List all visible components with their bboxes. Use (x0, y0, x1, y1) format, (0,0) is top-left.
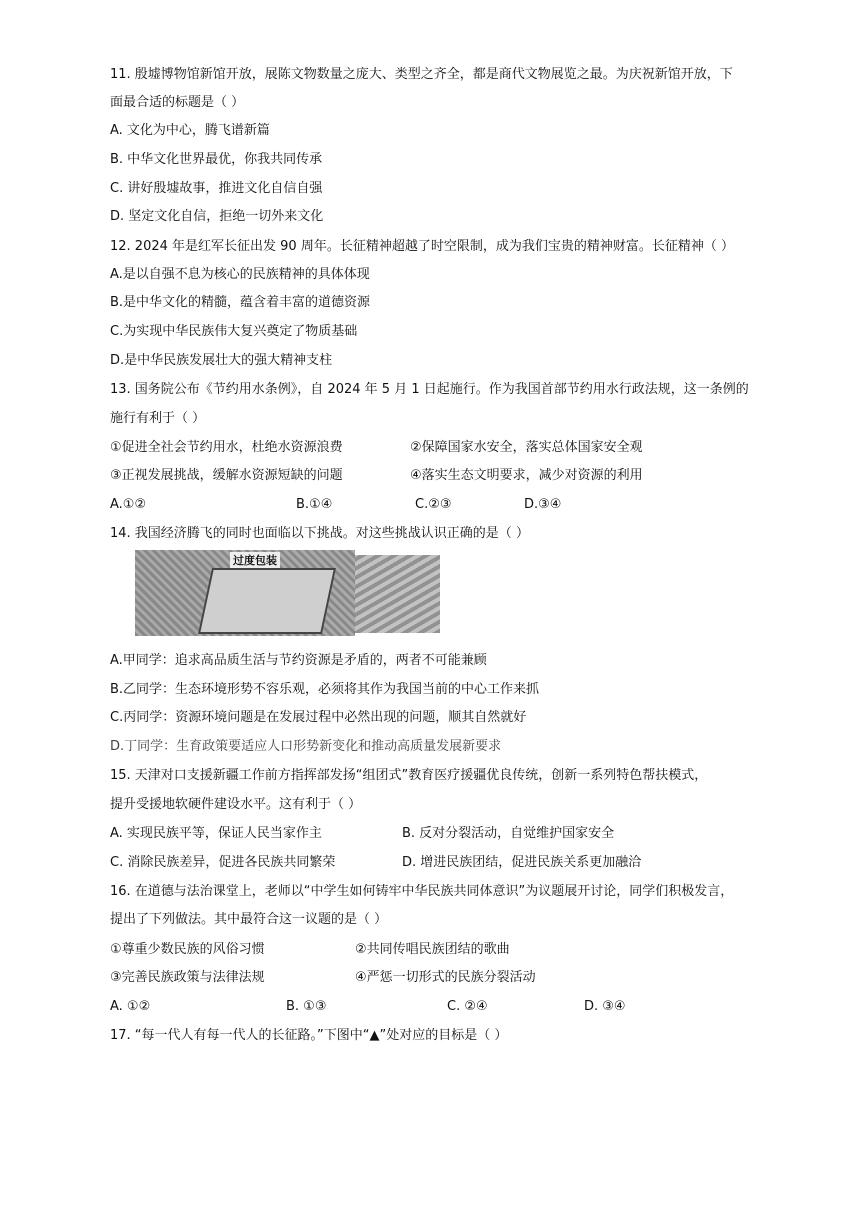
q15-option-c: C. 消除民族差异，促进各民族共同繁荣 (110, 855, 336, 870)
q11-option-a: A. 文化为中心，腾飞谱新篇 (110, 123, 270, 138)
q14-option-d: D.丁同学：生育政策要适应人口形势新变化和推动高质量发展新要求 (110, 739, 502, 754)
q12-option-c: C.为实现中华民族伟大复兴奠定了物质基础 (110, 324, 358, 339)
q13-item-1: ①促进全社会节约用水，杜绝水资源浪费 (110, 440, 343, 455)
q15-stem-line2: 提升受援地软硬件建设水平。这有利于（ ） (110, 797, 362, 812)
q15-option-a: A. 实现民族平等，保证人民当家作主 (110, 826, 322, 841)
q14-cartoon-image (135, 550, 355, 636)
q11-option-b: B. 中华文化世界最优，你我共同传承 (110, 152, 323, 167)
q16-items-row2 (110, 969, 750, 987)
q12-option-d: D.是中华民族发展壮大的强大精神支柱 (110, 353, 333, 368)
q16-item-1: ①尊重少数民族的风俗习惯 (110, 942, 265, 957)
q13-stem-line1: 13. 国务院公布《节约用水条例》，自 2024 年 5 月 1 日起施行。作为我国首部节约用水行政法规，这一条例的 (110, 382, 749, 397)
q11-stem-line2: 面最合适的标题是（ ） (110, 95, 245, 110)
q15-options-row1 (110, 825, 750, 843)
q13-choice-a: A.①② (110, 497, 147, 512)
q13-choice-c: C.②③ (415, 497, 452, 512)
q16-item-4: ④严惩一切形式的民族分裂活动 (355, 970, 536, 985)
q16-choice-c: C. ②④ (447, 999, 488, 1014)
q13-items-row1 (110, 439, 750, 457)
q14-cartoon-image-2 (355, 555, 440, 633)
q13-choice-b: B.①④ (296, 497, 333, 512)
q16-item-3: ③完善民族政策与法律法规 (110, 970, 265, 985)
q17-stem: 17. “每一代人有每一代人的长征路。”下图中“▲”处对应的目标是（ ） (110, 1028, 508, 1043)
q13-items-row2 (110, 467, 750, 485)
q13-item-4: ④落实生态文明要求，减少对资源的利用 (410, 468, 643, 483)
q16-stem-line1: 16. 在道德与法治课堂上，老师以“中学生如何铸牢中华民族共同体意识”为议题展开讨论，同学们积极发言， (110, 884, 734, 899)
q11-option-c: C. 讲好殷墟故事，推进文化自信自强 (110, 181, 323, 196)
q11-option-d: D. 坚定文化自信，拒绝一切外来文化 (110, 209, 324, 224)
q15-stem-line1: 15. 天津对口支援新疆工作前方指挥部发扬“组团式”教育医疗援疆优良传统，创新一系列特色帮扶模式， (110, 768, 708, 783)
q14-option-a: A.甲同学：追求高品质生活与节约资源是矛盾的，两者不可能兼顾 (110, 653, 487, 668)
q12-option-b: B.是中华文化的精髓，蕴含着丰富的道德资源 (110, 295, 371, 310)
q15-options-row2 (110, 854, 750, 872)
q15-option-b: B. 反对分裂活动，自觉维护国家安全 (402, 826, 615, 841)
q14-stem: 14. 我国经济腾飞的同时也面临以下挑战。对这些挑战认识正确的是（ ） (110, 526, 529, 541)
q14-option-b: B.乙同学：生态环境形势不容乐观，必须将其作为我国当前的中心工作来抓 (110, 682, 540, 697)
q16-choice-b: B. ①③ (286, 999, 327, 1014)
q12-stem: 12. 2024 年是红军长征出发 90 周年。长征精神超越了时空限制，成为我们宝贵的精神财富。长征精神（ ） (110, 239, 734, 254)
q14-cartoon-label: 过度包装 (230, 552, 280, 568)
q16-choices (110, 998, 750, 1016)
q15-option-d: D. 增进民族团结，促进民族关系更加融洽 (402, 855, 642, 870)
q16-choice-a: A. ①② (110, 999, 151, 1014)
q14-option-c: C.丙同学：资源环境问题是在发展过程中必然出现的问题，顺其自然就好 (110, 710, 527, 725)
q11-stem-line1: 11. 殷墟博物馆新馆开放，展陈文物数量之庞大、类型之齐全，都是商代文物展览之最。为庆祝新馆开放，下 (110, 67, 733, 82)
q16-stem-line2: 提出了下列做法。其中最符合这一议题的是（ ） (110, 912, 388, 927)
q16-items-row1 (110, 941, 750, 959)
q13-item-3: ③正视发展挑战，缓解水资源短缺的问题 (110, 468, 343, 483)
q13-stem-line2: 施行有利于（ ） (110, 411, 206, 426)
q12-option-a: A.是以自强不息为核心的民族精神的具体体现 (110, 267, 370, 282)
q13-choice-d: D.③④ (524, 497, 562, 512)
q16-item-2: ②共同传唱民族团结的歌曲 (355, 942, 510, 957)
q16-choice-d: D. ③④ (584, 999, 626, 1014)
q13-choices (110, 496, 750, 514)
q13-item-2: ②保障国家水安全，落实总体国家安全观 (410, 440, 643, 455)
